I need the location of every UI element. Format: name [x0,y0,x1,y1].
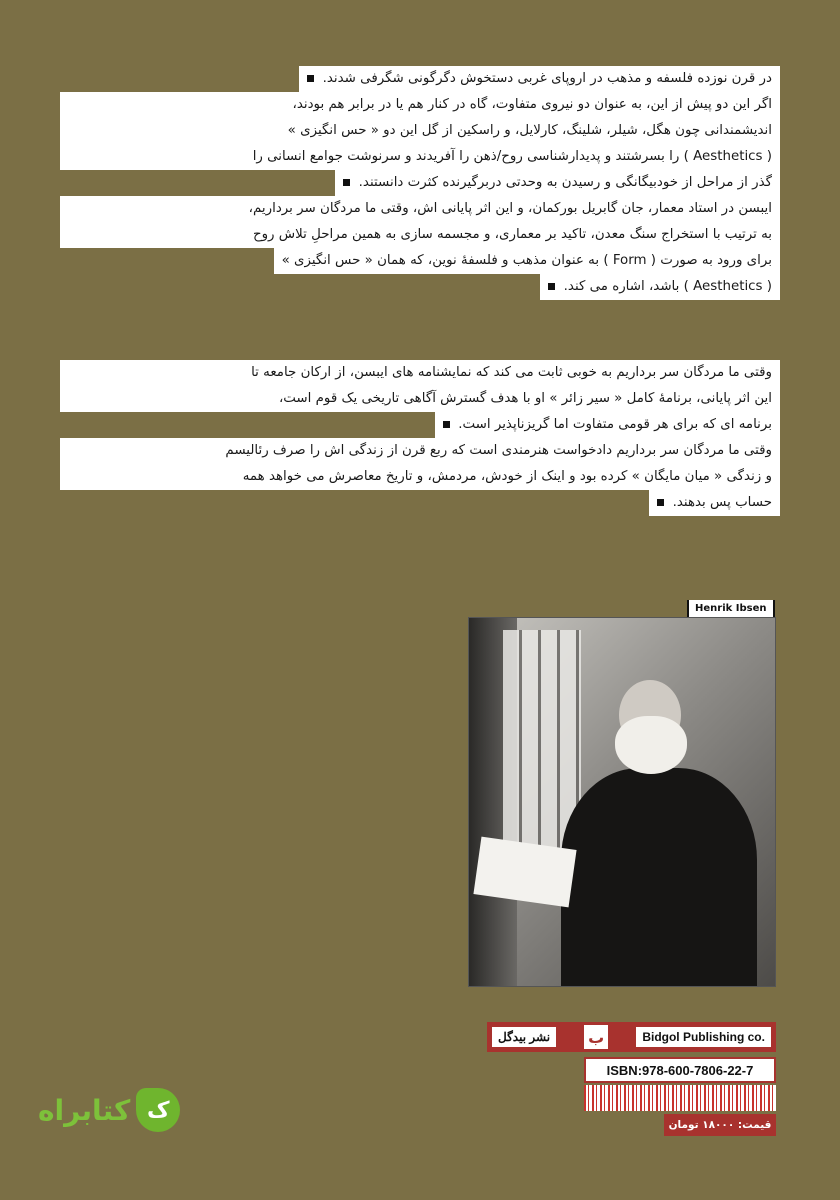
text-line: اندیشمندانی چون هگل، شیلر، شلینگ، کارلایل، و راسکین از گل این دو « حس انگیزی » [60,118,780,144]
publisher-name-fa: نشر بیدگل [492,1027,556,1047]
text-line: این اثر پایانی، برنامهٔ کامل « سیر زائر » او با هدف گسترش آگاهی تاریخی یک قوم است، [60,386,780,412]
text-line: ایبسن در استاد معمار، جان گابریل بورکمان، و این اثر پایانی اش، وقتی ما مردگان سر برداریم، [60,196,780,222]
author-photo [468,617,776,987]
ketabrah-logo-icon: ک [136,1088,180,1132]
isbn-label: ISBN:978-600-7806-22-7 [584,1057,776,1083]
text-line: وقتی ما مردگان سر برداریم دادخواست هنرمندی است که ربع قرن از زندگی اش را صرف رئالیسم [60,438,780,464]
text-line: حساب پس بدهند. [649,490,780,516]
price-label: قیمت: ۱۸۰۰۰ تومان [664,1114,776,1136]
bullet-icon [548,283,555,290]
text-line: گذر از مراحل از خودبیگانگی و رسیدن به وحدتی دربرگیرنده کثرت دانستند. [335,170,780,196]
photo-figure [561,768,757,987]
text-line: برای ورود به صورت ( Form ) به عنوان مذهب و فلسفهٔ نوین، که همان « حس انگیزی » [274,248,780,274]
watermark [38,1088,180,1132]
bullet-icon [443,421,450,428]
text-line: ( Aesthetics ) باشد، اشاره می کند. [540,274,780,300]
bullet-icon [657,499,664,506]
text-line: در قرن نوزده فلسفه و مذهب در اروپای غربی دستخوش دگرگونی شگرفی شدند. [299,66,780,92]
text-line: ( Aesthetics ) را بسرشتند و پدیدارشناسی روح/ذهن را آفریدند و سرنوشت جوامع انسانی را [60,144,780,170]
publisher-logo-icon: ب [584,1025,608,1049]
watermark-text: کتابراه [38,1093,131,1127]
photo-beard [615,716,687,774]
paragraph-1 [60,66,780,300]
bullet-icon [343,179,350,186]
publisher-bar [487,1022,776,1052]
text-line: برنامه ای که برای هر قومی متفاوت اما گریزناپذیر است. [435,412,780,438]
barcode-icon [584,1085,776,1111]
text-line: و زندگی « میان مایگان » کرده بود و اینک از خودش، مردمش، و تاریخ معاصرش می خواهد همه [60,464,780,490]
paragraph-2 [60,360,780,516]
text-line: وقتی ما مردگان سر برداریم به خوبی ثابت می کند که نمایشنامه های ایبسن، از ارکان جامعه تا [60,360,780,386]
text-line: به ترتیب با استخراج سنگ معدن، تاکید بر معماری، و مجسمه سازی به همین مراحلِ تلاش روح [60,222,780,248]
bullet-icon [307,75,314,82]
publisher-name-en: Bidgol Publishing co. [636,1027,771,1047]
photo-caption: Henrik Ibsen [687,600,775,617]
text-line: اگر این دو پیش از این، به عنوان دو نیروی متفاوت، گاه در کنار هم یا در برابر هم بودند، [60,92,780,118]
